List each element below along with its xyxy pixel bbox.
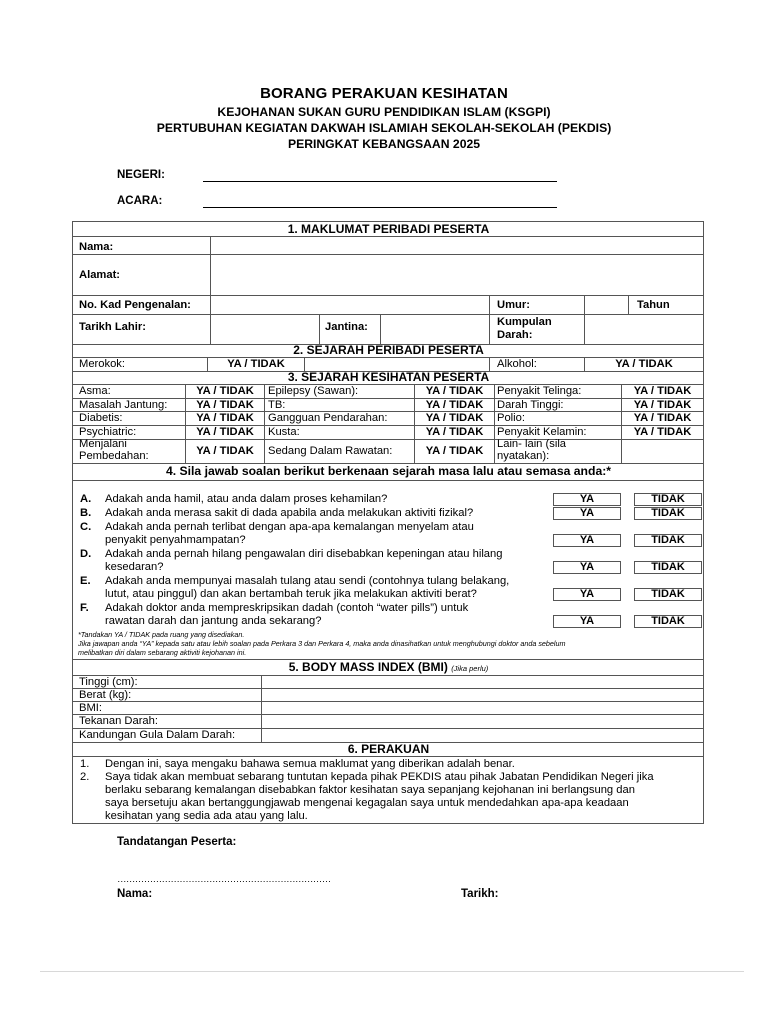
section-4-note-2: Jika jawapan anda “YA” kepada satu atau lebih soalan pada Perkara 3 dan Perkara 4, maka anda dinasihatkan untuk menghubungi doktor anda sebelum — [78, 639, 566, 648]
polio-ya-tidak[interactable]: YA / TIDAK — [633, 412, 692, 424]
question-f-text-2: rawatan darah dan jantung anda sekarang? — [105, 615, 322, 627]
divider — [72, 439, 704, 440]
gangguan-pendarahan-label: Gangguan Pendarahan: — [268, 412, 388, 424]
divider — [319, 314, 320, 344]
asma-ya-tidak[interactable]: YA / TIDAK — [196, 385, 254, 397]
divider — [304, 357, 305, 371]
bmi-field[interactable] — [262, 702, 703, 714]
alamat-label: Alamat: — [79, 269, 121, 281]
negeri-label: NEGERI: — [117, 169, 165, 181]
perakuan-2-text-3: saya bersetuju akan bertanggungjawab mengenai kegagalan saya untuk mendedahkan apa-apa keadaan — [105, 797, 629, 809]
form-title: BORANG PERAKUAN KESIHATAN — [260, 85, 508, 102]
lain-lain-label-2: nyatakan): — [497, 450, 550, 462]
divider — [494, 384, 495, 463]
divider — [628, 295, 629, 314]
kad-pengenalan-field[interactable] — [211, 296, 489, 314]
sedang-dalam-rawatan-label: Sedang Dalam Rawatan: — [268, 445, 393, 457]
tahun-label: Tahun — [637, 299, 670, 311]
question-e-text-2: lutut, atau pinggul) dan akan bertambah teruk jika melakukan aktiviti berat? — [105, 588, 477, 600]
tb-ya-tidak[interactable]: YA / TIDAK — [425, 399, 484, 411]
question-a-ya-label: YA — [579, 493, 595, 505]
question-a-tidak-label: TIDAK — [651, 493, 685, 505]
penyakit-telinga-label: Penyakit Telinga: — [497, 385, 582, 397]
event-name: KEJOHANAN SUKAN GURU PENDIDIKAN ISLAM (KSGPI) — [217, 105, 551, 119]
pembedahan-label-2: Pembedahan: — [79, 450, 149, 462]
divider — [72, 756, 704, 757]
divider — [72, 384, 704, 385]
perakuan-1-number: 1. — [80, 758, 90, 770]
section-2-title: 2. SEJARAH PERIBADI PESERTA — [293, 343, 484, 357]
tarikh-lahir-field[interactable] — [211, 315, 319, 344]
diabetis-ya-tidak[interactable]: YA / TIDAK — [196, 412, 254, 424]
question-f-tidak-label: TIDAK — [651, 615, 685, 627]
diabetis-label: Diabetis: — [79, 412, 123, 424]
perakuan-2-number: 2. — [80, 771, 90, 783]
kumpulan-darah-label-2: Darah: — [497, 329, 533, 341]
berat-field[interactable] — [262, 689, 703, 701]
alkohol-label: Alkohol: — [497, 358, 537, 370]
penyakit-telinga-ya-tidak[interactable]: YA / TIDAK — [633, 385, 692, 397]
question-d-text-2: kesedaran? — [105, 561, 164, 573]
question-e-ya-label: YA — [579, 588, 595, 600]
perakuan-2-text-2: berlaku sebarang kemalangan disebabkan faktor kesihatan saya sepanjang kejohanan ini berlangsung dan — [105, 784, 635, 796]
epilepsy-ya-tidak[interactable]: YA / TIDAK — [425, 385, 484, 397]
question-f-text-1: Adakah doktor anda mempreskripsikan dadah (contoh “water pills”) untuk — [105, 602, 469, 614]
nama-field[interactable] — [211, 237, 703, 254]
question-a-number: A. — [80, 493, 92, 505]
question-a-text: Adakah anda hamil, atau anda dalam proses kehamilan? — [105, 493, 388, 505]
berat-label: Berat (kg): — [79, 689, 132, 701]
question-c-text-1: Adakah anda pernah terlibat dengan apa-apa kemalangan menyelam atau — [105, 521, 474, 533]
perakuan-2-text-4: kesihatan yang sedia ada atau yang lalu. — [105, 810, 308, 822]
alkohol-ya-tidak[interactable]: YA / TIDAK — [615, 358, 673, 370]
question-b-ya-label: YA — [579, 507, 595, 519]
question-c-ya-label: YA — [579, 534, 595, 546]
acara-field-line[interactable] — [203, 207, 557, 208]
gula-darah-label: Kandungan Gula Dalam Darah: — [79, 729, 236, 741]
alamat-field[interactable] — [211, 255, 703, 295]
kad-pengenalan-label: No. Kad Pengenalan: — [79, 299, 191, 311]
page-divider — [40, 971, 744, 972]
question-e-text-1: Adakah anda mempunyai masalah tulang atau sendi (contohnya tulang belakang, — [105, 575, 510, 587]
section-5-title-text: 5. BODY MASS INDEX (BMI) — [288, 660, 448, 674]
divider — [72, 411, 704, 412]
question-f-number: F. — [80, 602, 89, 614]
kusta-label: Kusta: — [268, 426, 300, 438]
section-3-title: 3. SEJARAH KESIHATAN PESERTA — [287, 370, 490, 384]
question-b-number: B. — [80, 507, 92, 519]
question-f-ya-label: YA — [579, 615, 595, 627]
section-1-title: 1. MAKLUMAT PERIBADI PESERTA — [287, 222, 490, 236]
divider — [72, 480, 704, 481]
psychiatric-ya-tidak[interactable]: YA / TIDAK — [196, 426, 254, 438]
asma-label: Asma: — [79, 385, 111, 397]
darah-tinggi-ya-tidak[interactable]: YA / TIDAK — [633, 399, 692, 411]
polio-label: Polio: — [497, 412, 525, 424]
umur-label: Umur: — [497, 299, 530, 311]
tarikh-label: Tarikh: — [461, 888, 499, 900]
question-e-number: E. — [80, 575, 91, 587]
question-c-text-2: penyakit penyahmampatan? — [105, 534, 246, 546]
organisation-name: PERTUBUHAN KEGIATAN DAKWAH ISLAMIAH SEKOLAH-SEKOLAH (PEKDIS) — [156, 121, 612, 135]
section-4-note-1: *Tandakan YA / TIDAK pada ruang yang disediakan. — [78, 630, 245, 639]
tekanan-darah-field[interactable] — [262, 715, 703, 727]
divider — [264, 384, 265, 463]
question-d-ya-label: YA — [579, 561, 595, 573]
tinggi-label: Tinggi (cm): — [79, 676, 138, 688]
merokok-ya-tidak[interactable]: YA / TIDAK — [227, 358, 285, 370]
tb-label: TB: — [268, 399, 286, 411]
merokok-label: Merokok: — [79, 358, 126, 370]
perakuan-1-text: Dengan ini, saya mengaku bahawa semua maklumat yang diberikan adalah benar. — [105, 758, 515, 770]
jantina-label: Jantina: — [325, 321, 368, 333]
perakuan-2-text-1: Saya tidak akan membuat sebarang tuntutan kepada pihak PEKDIS atau pihak Jabatan Pendidikan Negeri jika — [105, 771, 654, 783]
umur-field[interactable] — [585, 296, 628, 314]
section-5-title-note: (Jika perlu) — [451, 664, 489, 673]
tekanan-darah-label: Tekanan Darah: — [79, 715, 158, 727]
tarikh-lahir-label: Tarikh Lahir: — [79, 321, 146, 333]
section-4-note-3: melibatkan diri dalam sebarang aktiviti kejohanan ini. — [78, 648, 247, 657]
divider — [489, 357, 490, 371]
gula-darah-field[interactable] — [262, 729, 703, 741]
nama-signature-label: Nama: — [117, 888, 153, 900]
masalah-jantung-label: Masalah Jantung: — [79, 399, 168, 411]
bmi-label: BMI: — [79, 702, 102, 714]
question-b-text: Adakah anda merasa sakit di dada apabila anda melakukan aktiviti fizikal? — [105, 507, 474, 519]
lain-lain-field[interactable] — [622, 440, 703, 463]
question-d-tidak-label: TIDAK — [651, 561, 685, 573]
section-4-title: 4. Sila jawab soalan berikut berkenaan sejarah masa lalu atau semasa anda:* — [165, 464, 612, 478]
question-c-tidak-label: TIDAK — [651, 534, 685, 546]
signature-dotted-line: ……………………………………………………………… — [117, 874, 331, 885]
tinggi-field[interactable] — [262, 676, 703, 688]
event-level: PERINGKAT KEBANGSAAN 2025 — [287, 137, 481, 151]
lain-lain-label-1: Lain- lain (sila — [497, 438, 567, 450]
gangguan-pendarahan-ya-tidak[interactable]: YA / TIDAK — [425, 412, 484, 424]
divider — [489, 295, 490, 344]
question-d-number: D. — [80, 548, 92, 560]
section-5-title — [73, 660, 704, 674]
psychiatric-label: Psychiatric: — [79, 426, 137, 438]
darah-tinggi-label: Darah Tinggi: — [497, 399, 564, 411]
kusta-ya-tidak[interactable]: YA / TIDAK — [425, 426, 484, 438]
pembedahan-label-1: Menjalani — [79, 438, 127, 450]
kumpulan-darah-label-1: Kumpulan — [497, 316, 552, 328]
kumpulan-darah-field[interactable] — [585, 315, 703, 344]
divider — [72, 425, 704, 426]
pembedahan-ya-tidak[interactable]: YA / TIDAK — [196, 445, 254, 457]
penyakit-kelamin-label: Penyakit Kelamin: — [497, 426, 587, 438]
jantina-field[interactable] — [381, 315, 489, 344]
acara-label: ACARA: — [117, 195, 163, 207]
section-6-title: 6. PERAKUAN — [347, 742, 430, 756]
question-b-tidak-label: TIDAK — [651, 507, 685, 519]
nama-label: Nama: — [79, 241, 114, 253]
negeri-field-line[interactable] — [203, 181, 557, 182]
question-e-tidak-label: TIDAK — [651, 588, 685, 600]
masalah-jantung-ya-tidak[interactable]: YA / TIDAK — [196, 399, 254, 411]
tandatangan-label: Tandatangan Peserta: — [117, 836, 237, 848]
epilepsy-label: Epilepsy (Sawan): — [268, 385, 359, 397]
question-c-number: C. — [80, 521, 92, 533]
question-d-text-1: Adakah anda pernah hilang pengawalan diri disebabkan kepeningan atau hilang — [105, 548, 503, 560]
sedang-dalam-rawatan-ya-tidak[interactable]: YA / TIDAK — [425, 445, 484, 457]
penyakit-kelamin-ya-tidak[interactable]: YA / TIDAK — [633, 426, 692, 438]
